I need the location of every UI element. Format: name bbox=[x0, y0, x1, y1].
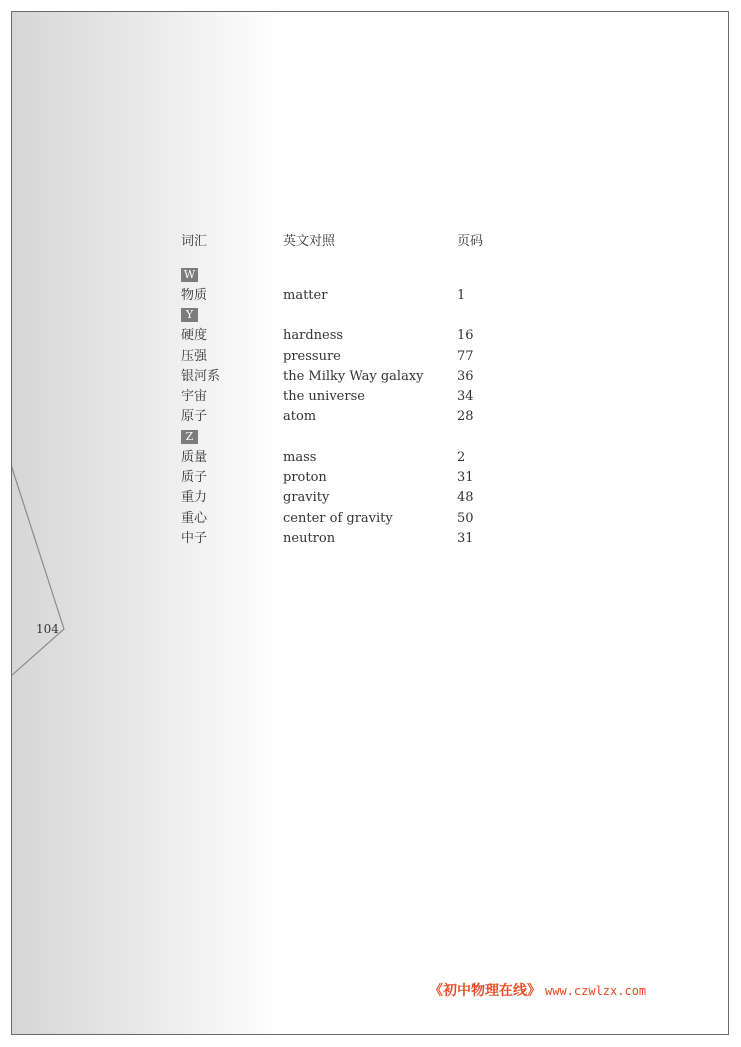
entry-english: mass bbox=[283, 449, 317, 465]
entry-english: matter bbox=[283, 288, 328, 303]
footer bbox=[429, 980, 646, 1000]
entry-term: 银河系 bbox=[181, 368, 221, 384]
section-letter-row bbox=[181, 428, 541, 448]
index-entry bbox=[181, 509, 541, 529]
index-entry bbox=[181, 387, 541, 407]
entry-term: 质子 bbox=[181, 470, 208, 486]
section-letter-row bbox=[181, 306, 541, 326]
entry-page: 2 bbox=[457, 449, 466, 465]
entry-english: pressure bbox=[283, 348, 341, 364]
entry-page: 31 bbox=[457, 530, 474, 546]
index-entry bbox=[181, 407, 541, 427]
entry-page: 50 bbox=[457, 510, 474, 526]
entry-page: 77 bbox=[457, 348, 474, 364]
entry-page: 48 bbox=[457, 490, 474, 506]
entry-english: proton bbox=[283, 470, 327, 486]
index-sections bbox=[181, 266, 541, 549]
footer-brand: 《初中物理在线》 bbox=[429, 983, 541, 999]
entry-term: 物质 bbox=[181, 288, 208, 303]
entry-page: 34 bbox=[457, 389, 474, 405]
entry-english: neutron bbox=[283, 530, 336, 546]
page bbox=[11, 11, 729, 1035]
index-entry bbox=[181, 367, 541, 387]
entry-english: atom bbox=[283, 409, 317, 425]
header-term: 词汇 bbox=[181, 234, 208, 249]
section-letter-badge: Y bbox=[181, 308, 198, 322]
entry-english: gravity bbox=[283, 490, 330, 506]
header-english: 英文对照 bbox=[283, 234, 336, 249]
section-letter-row bbox=[181, 266, 541, 286]
entry-page: 1 bbox=[457, 288, 466, 303]
entry-term: 原子 bbox=[181, 409, 208, 425]
entry-english: the Milky Way galaxy bbox=[283, 368, 424, 384]
entry-english: the universe bbox=[283, 389, 365, 405]
index-entry bbox=[181, 488, 541, 508]
section-letter-badge: W bbox=[181, 268, 198, 282]
index-entry bbox=[181, 468, 541, 488]
entry-english: hardness bbox=[283, 328, 344, 344]
entry-page: 28 bbox=[457, 409, 474, 425]
entry-term: 宇宙 bbox=[181, 389, 208, 405]
footer-url[interactable]: www.czwlzx.com bbox=[545, 984, 647, 998]
entry-page: 31 bbox=[457, 470, 474, 486]
entry-term: 中子 bbox=[181, 530, 208, 546]
entry-term: 硬度 bbox=[181, 328, 208, 344]
entry-term: 质量 bbox=[181, 449, 208, 465]
page-number: 104 bbox=[36, 622, 59, 636]
entry-term: 重力 bbox=[181, 490, 208, 506]
index-entry bbox=[181, 286, 541, 306]
index-header bbox=[181, 230, 541, 250]
index-entry bbox=[181, 347, 541, 367]
header-page: 页码 bbox=[457, 234, 484, 249]
vocabulary-index bbox=[181, 230, 541, 549]
index-entry bbox=[181, 326, 541, 346]
entry-term: 重心 bbox=[181, 510, 208, 526]
entry-page: 36 bbox=[457, 368, 474, 384]
section-letter-badge: Z bbox=[181, 430, 198, 444]
index-entry bbox=[181, 529, 541, 549]
index-entry bbox=[181, 448, 541, 468]
entry-term: 压强 bbox=[181, 348, 208, 364]
entry-english: center of gravity bbox=[283, 510, 393, 526]
entry-page: 16 bbox=[457, 328, 474, 344]
